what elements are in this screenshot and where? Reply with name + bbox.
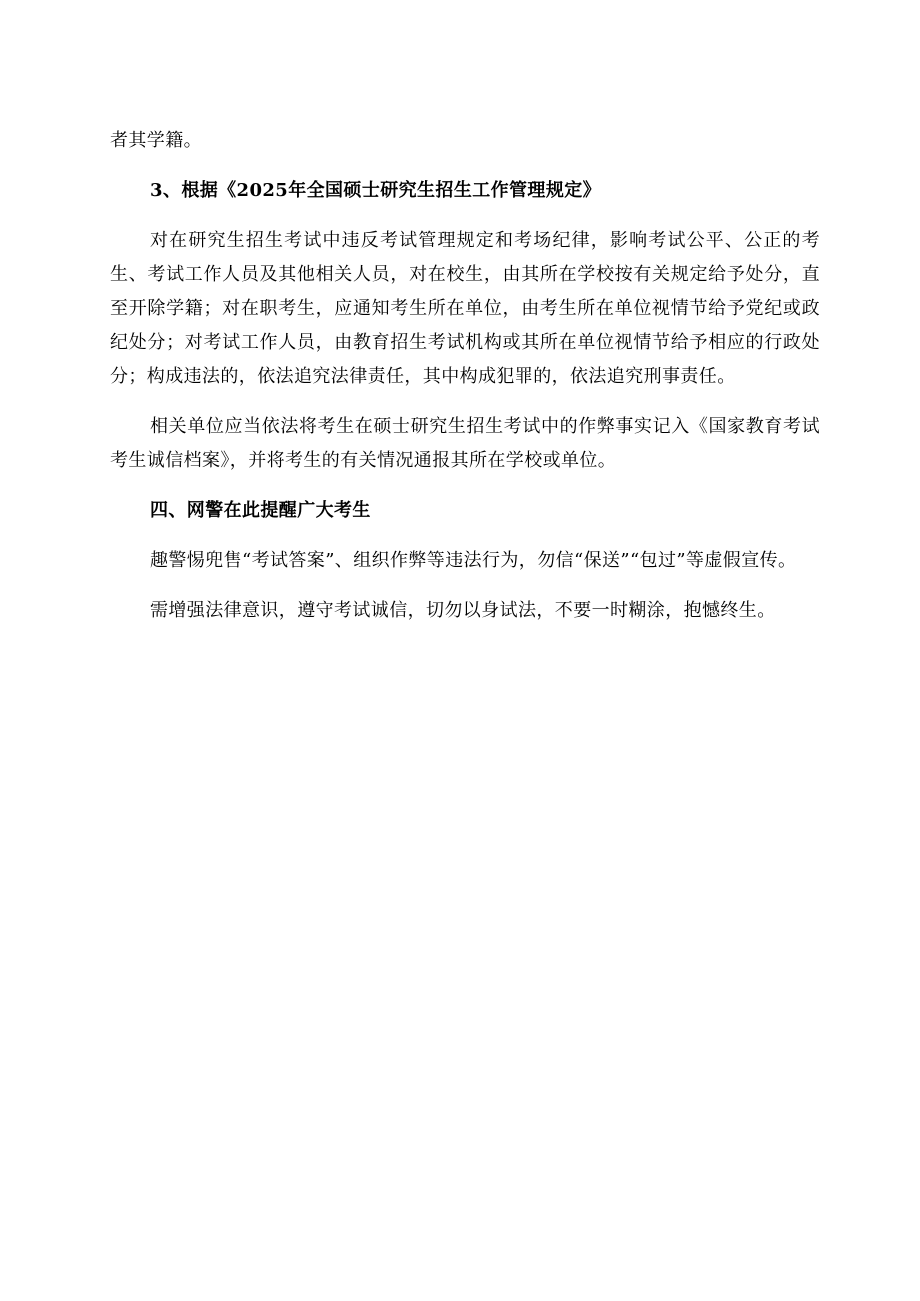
section-3-paragraph-1: 对在研究生招生考试中违反考试管理规定和考场纪律，影响考试公平、公正的考生、考试工作人员及其他相关人员，对在校生，由其所在学校按有关规定给予处分，直至开除学籍；对在职考生，应通知考生所在单位，由考生所在单位视情节给予党纪或政纪处分；对考试工作人员，由教育招生考试机构或其所在单位视情节给予相应的行政处分；构成违法的，依法追究法律责任，其中构成犯罪的，依法追究刑事责任。 (110, 230, 820, 387)
section-4-paragraph-2: 需增强法律意识，遵守考试诚信，切勿以身试法，不要一时糊涂，抱憾终生。 (150, 600, 776, 621)
section-3-paragraph-2: 相关单位应当依法将考生在硕士研究生招生考试中的作弊事实记入《国家教育考试考生诚信档案》，并将考生的有关情况通报其所在学校或单位。 (110, 416, 820, 471)
section-4-paragraph-1: 趣警惕兜售“考试答案”、组织作弊等违法行为，勿信“保送”“包过”等虚假宣传。 (150, 550, 797, 571)
section-3-heading: 3、根据《2025年全国硕士研究生招生工作管理规定》 (150, 180, 602, 201)
section-4-heading: 四、网警在此提醒广大考生 (150, 500, 371, 521)
continuation-paragraph: 者其学籍。 (110, 130, 202, 151)
document-body (110, 124, 820, 628)
